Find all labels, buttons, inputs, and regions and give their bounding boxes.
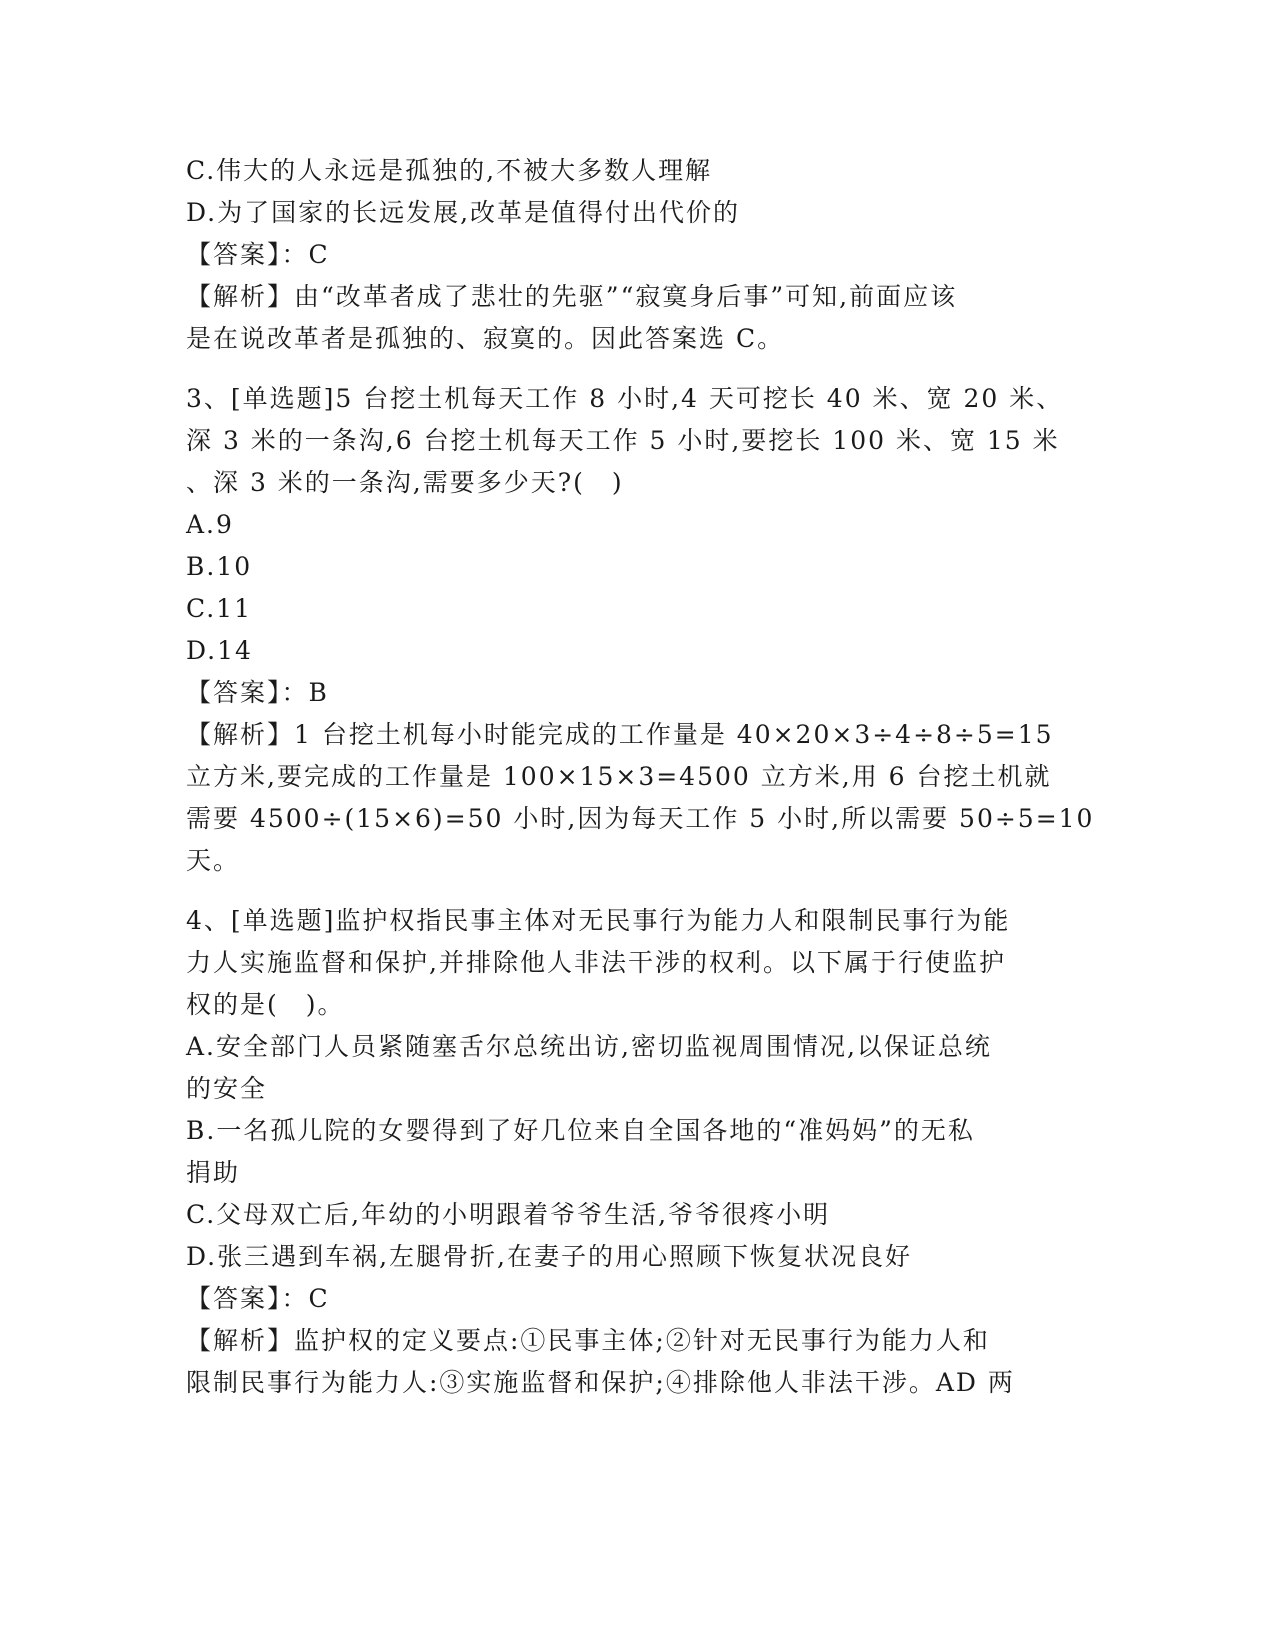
option-d: D.为了国家的长远发展,改革是值得付出代价的 [186,198,741,227]
option-c: C.11 [186,594,252,623]
option-b: B.10 [186,552,253,581]
analysis-line: 是在说改革者是孤独的、寂寞的。因此答案选 C。 [186,324,785,353]
answer-line: 【答案】：B [186,678,329,707]
option-a: A.安全部门人员紧随塞舌尔总统出访,密切监视周围情况,以保证总统 [186,1032,992,1061]
answer-line: 【答案】：C [186,240,330,269]
question-stem: 深 3 米的一条沟,6 台挖土机每天工作 5 小时,要挖长 100 米、宽 15 米 [186,426,1060,455]
analysis-line: 限制民事行为能力人:③实施监督和保护;④排除他人非法干涉。AD 两 [186,1368,1015,1397]
question-stem: 、深 3 米的一条沟,需要多少天?( ) [186,468,624,497]
option-b-continued: 捐助 [186,1158,241,1187]
option-d: D.14 [186,636,253,665]
option-a: A.9 [186,510,234,539]
question-stem: 3、[单选题]5 台挖土机每天工作 8 小时,4 天可挖长 40 米、宽 20 米、 [186,384,1064,413]
option-d: D.张三遇到车祸,左腿骨折,在妻子的用心照顾下恢复状况良好 [186,1242,912,1271]
analysis-line: 需要 4500÷(15×6)=50 小时,因为每天工作 5 小时,所以需要 50÷5=10 [186,804,1095,833]
answer-line: 【答案】：C [186,1284,330,1313]
spacer [186,882,1086,900]
analysis-line: 天。 [186,846,241,875]
option-b: B.一名孤儿院的女婴得到了好几位来自全国各地的“准妈妈”的无私 [186,1116,975,1145]
spacer [186,360,1086,378]
analysis-line: 【解析】1 台挖土机每小时能完成的工作量是 40×20×3÷4÷8÷5=15 [186,720,1054,749]
option-a-continued: 的安全 [186,1074,268,1103]
question-stem: 权的是( )。 [186,990,345,1019]
option-c: C.伟大的人永远是孤独的,不被大多数人理解 [186,156,713,185]
question-4 [186,900,1086,1404]
question-3 [186,378,1095,882]
analysis-line: 【解析】监护权的定义要点:①民事主体;②针对无民事行为能力人和 [186,1326,990,1355]
analysis-line: 立方米,要完成的工作量是 100×15×3=4500 立方米,用 6 台挖土机就 [186,762,1052,791]
option-c: C.父母双亡后,年幼的小明跟着爷爷生活,爷爷很疼小明 [186,1200,831,1229]
question-stem: 力人实施监督和保护,并排除他人非法干涉的权利。以下属于行使监护 [186,948,1006,977]
question-2-continued [186,150,1086,360]
analysis-line: 【解析】由“改革者成了悲壮的先驱”“寂寞身后事”可知,前面应该 [186,282,958,311]
document-body [186,150,1095,1404]
question-stem: 4、[单选题]监护权指民事主体对无民事行为能力人和限制民事行为能 [186,906,1011,935]
